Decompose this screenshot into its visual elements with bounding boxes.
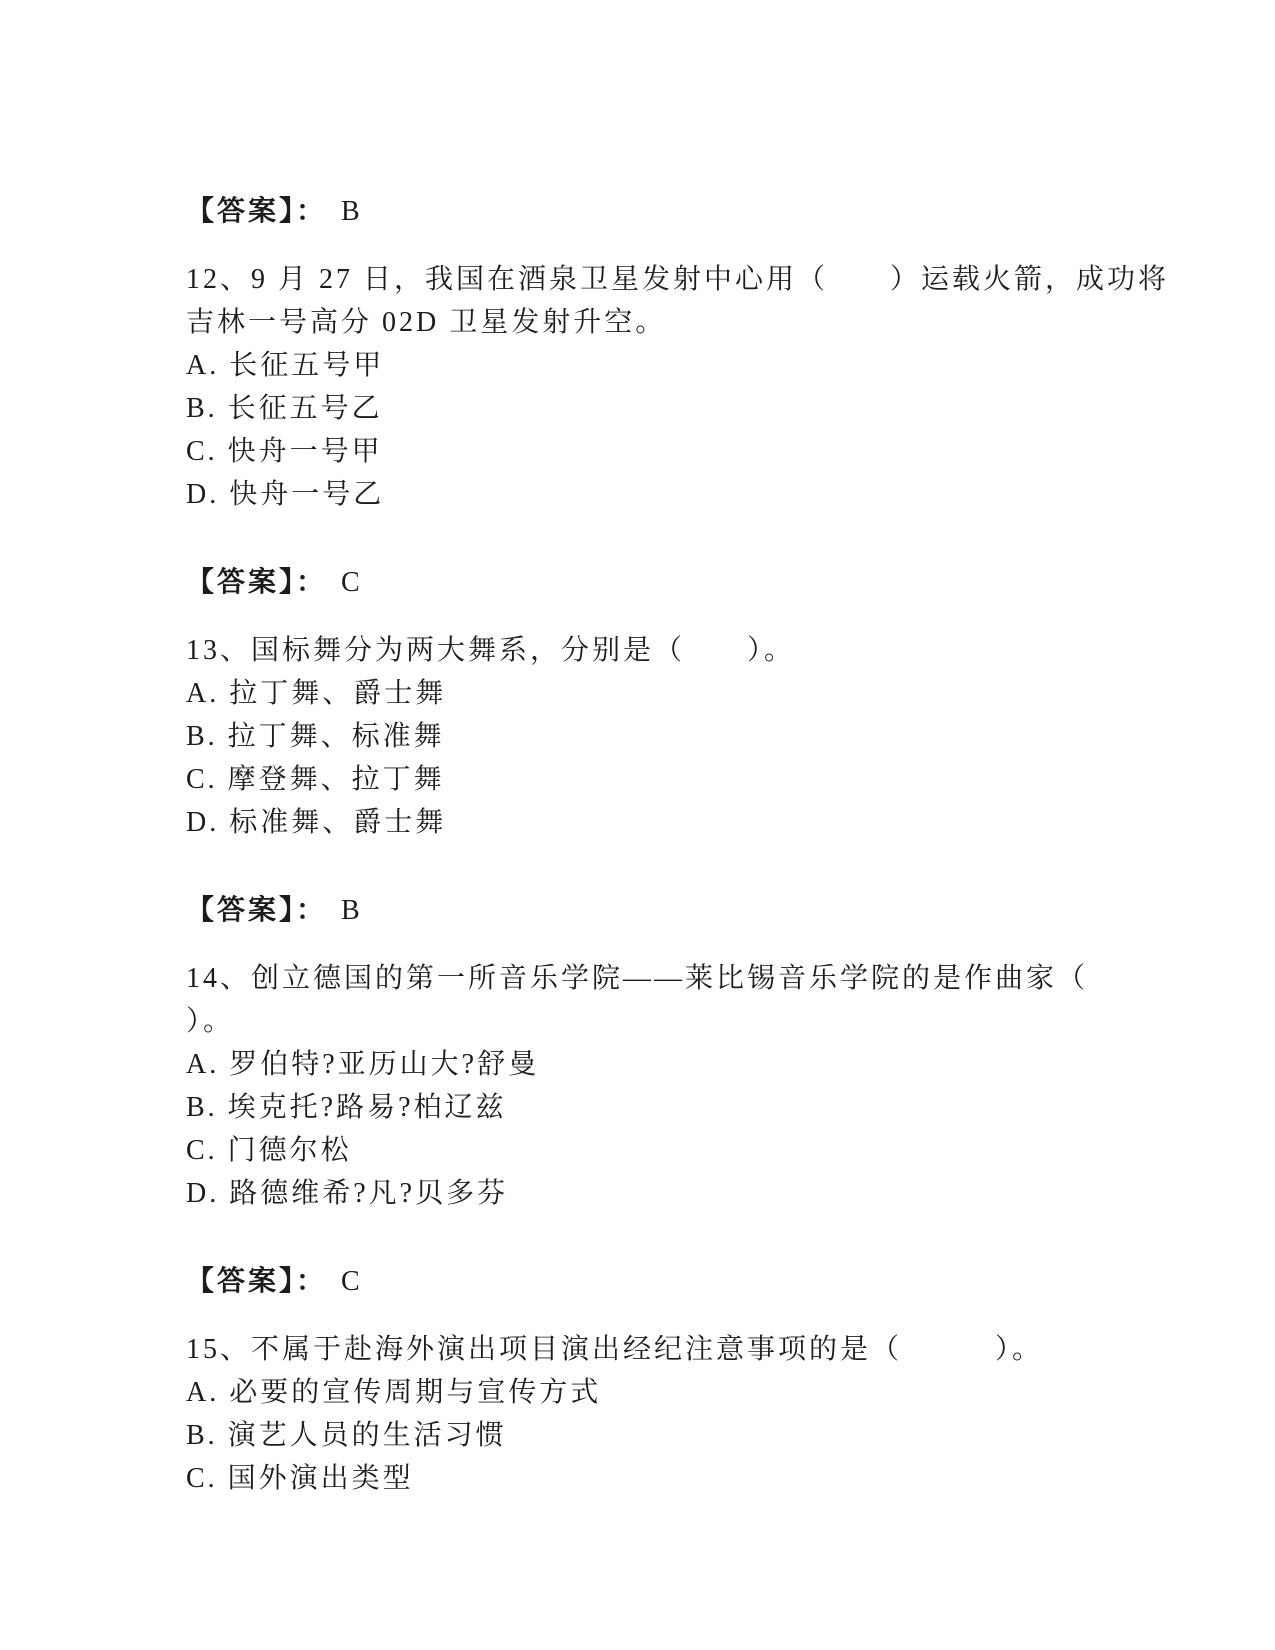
- answer-value: C: [341, 567, 363, 598]
- answer-block-2: [186, 561, 1185, 604]
- question-15-option-c: C. 国外演出类型: [186, 1463, 414, 1494]
- answer-block-3: [186, 889, 1185, 932]
- question-15: [186, 1328, 1185, 1500]
- answer-value: C: [341, 1266, 363, 1297]
- question-12-option-a: A. 长征五号甲: [186, 350, 385, 381]
- question-13-option-a: A. 拉丁舞、爵士舞: [186, 678, 447, 709]
- answer-label: 【答案】：: [186, 567, 328, 598]
- question-12-option-d: D. 快舟一号乙: [186, 479, 385, 510]
- question-12-option-b: B. 长征五号乙: [186, 393, 383, 424]
- question-14: [186, 957, 1185, 1215]
- question-12-option-c: C. 快舟一号甲: [186, 436, 383, 467]
- answer-value: B: [341, 895, 363, 926]
- question-13-option-d: D. 标准舞、爵士舞: [186, 807, 447, 838]
- answer-label: 【答案】：: [186, 1266, 328, 1297]
- question-15-option-b: B. 演艺人员的生活习惯: [186, 1420, 507, 1451]
- question-13: [186, 629, 1185, 844]
- question-14-line-2: ）。: [186, 1006, 235, 1037]
- answer-block-4: [186, 1260, 1185, 1303]
- question-14-option-a: A. 罗伯特?亚历山大?舒曼: [186, 1049, 540, 1080]
- question-15-option-a: A. 必要的宣传周期与宣传方式: [186, 1377, 602, 1408]
- question-13-option-c: C. 摩登舞、拉丁舞: [186, 764, 445, 795]
- question-14-option-b: B. 埃克托?路易?柏辽兹: [186, 1092, 507, 1123]
- answer-label: 【答案】：: [186, 895, 328, 926]
- question-14-option-c: C. 门德尔松: [186, 1135, 352, 1166]
- question-12-line-2: 吉林一号高分 02D 卫星发射升空。: [186, 307, 667, 338]
- question-12: [186, 258, 1185, 516]
- question-14-line-1: 14、创立德国的第一所音乐学院——莱比锡音乐学院的是作曲家（: [186, 963, 1089, 994]
- question-14-option-d: D. 路德维希?凡?贝多芬: [186, 1178, 509, 1209]
- answer-block-1: [186, 190, 1185, 233]
- answer-value: B: [341, 196, 363, 227]
- question-15-line-1: 15、不属于赴海外演出项目演出经纪注意事项的是（ ）。: [186, 1334, 1044, 1365]
- question-13-option-b: B. 拉丁舞、标准舞: [186, 721, 445, 752]
- question-13-line-1: 13、国标舞分为两大舞系，分别是（ ）。: [186, 635, 796, 666]
- answer-label: 【答案】：: [186, 196, 328, 227]
- question-12-line-1: 12、9 月 27 日，我国在酒泉卫星发射中心用（ ）运载火箭，成功将: [186, 264, 1170, 295]
